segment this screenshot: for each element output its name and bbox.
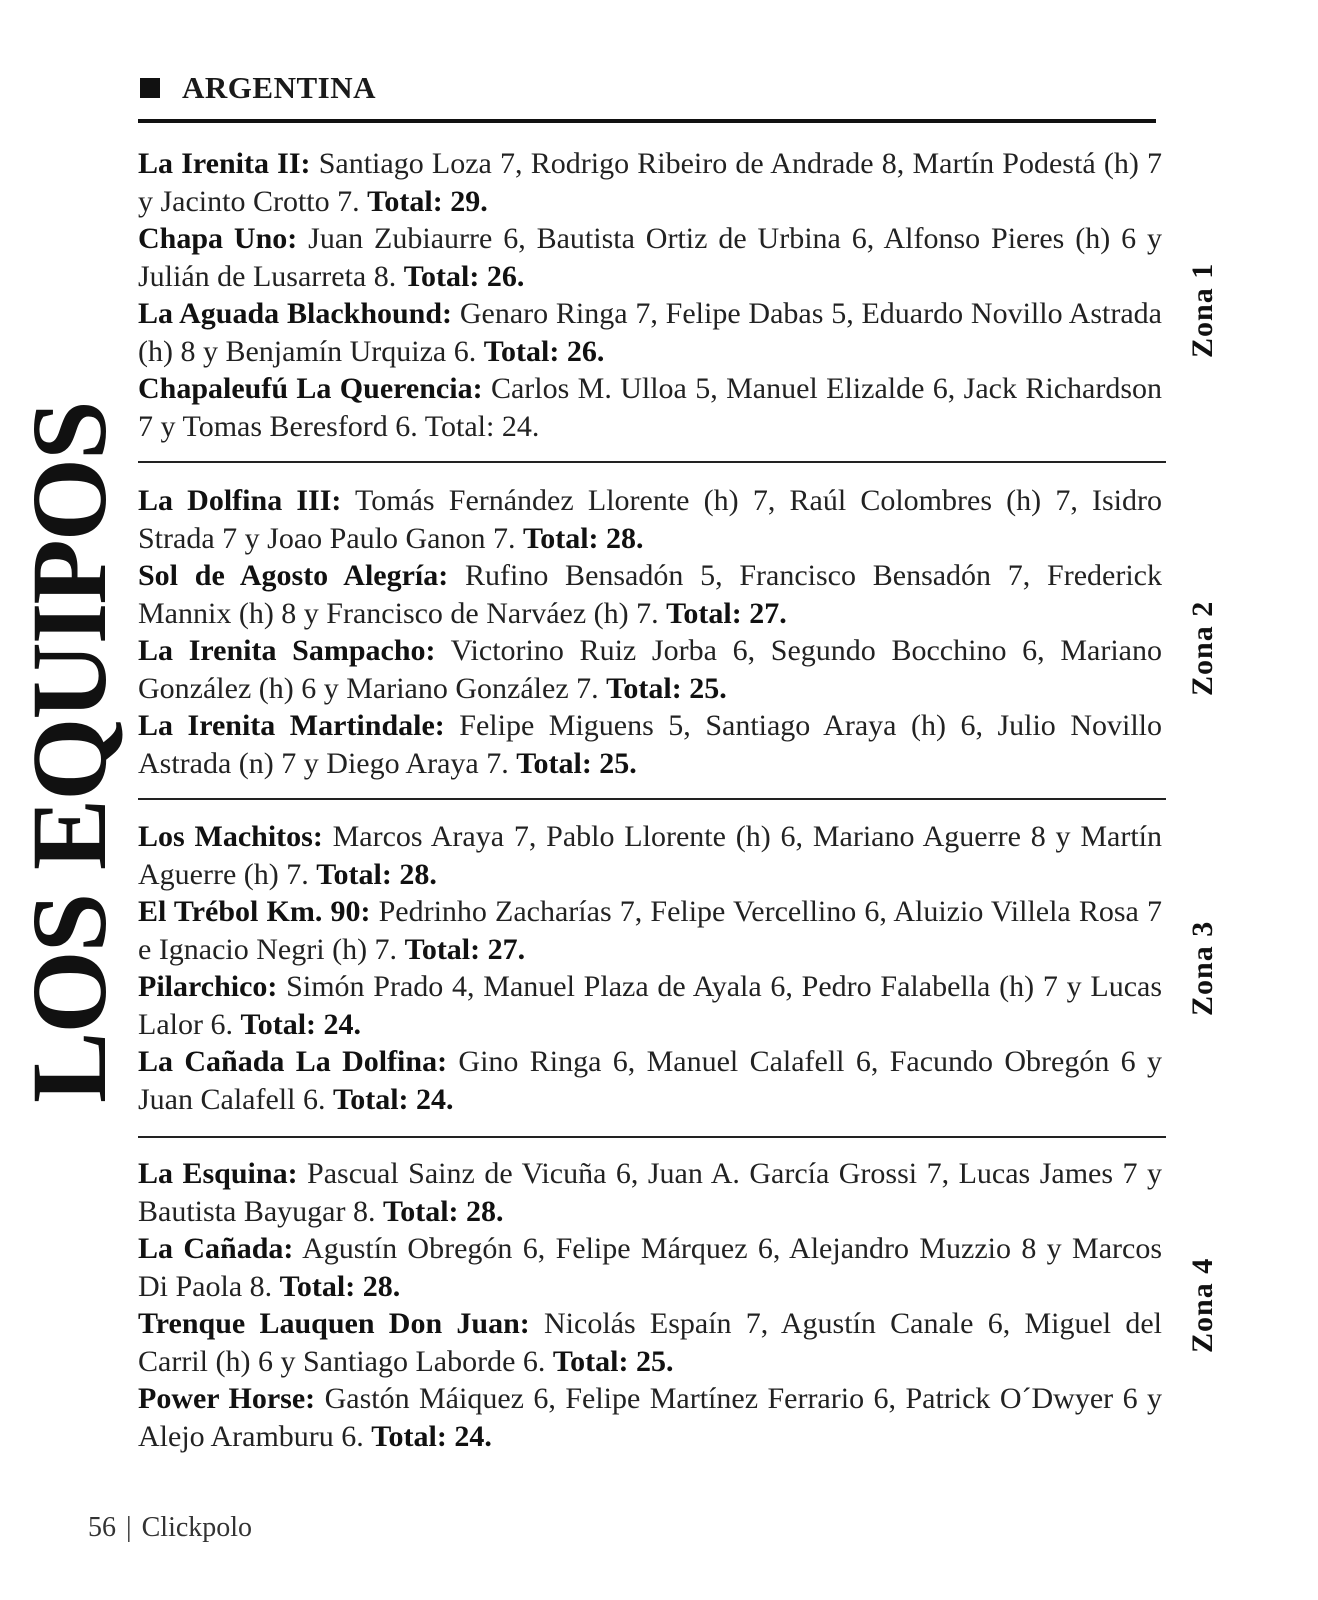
square-bullet-icon [140, 78, 160, 98]
team-players: Nicolás Espaín 7, Agustín Canale 6, Miguel del Carril (h) 6 y Santiago Laborde 6. [138, 1307, 1163, 1378]
team-players: Gastón Máiquez 6, Felipe Martínez Ferrario 6, Patrick O´Dwyer 6 y Alejo Aramburu 6. [138, 1382, 1162, 1453]
team-name: La Aguada Blackhound: [138, 297, 453, 330]
team-name: Sol de Agosto Alegría: [138, 559, 449, 592]
team-players: Santiago Loza 7, Rodrigo Ribeiro de Andrade 8, Martín Podestá (h) 7 y Jacinto Crotto 7. [138, 147, 1162, 218]
zone-divider [138, 1136, 1166, 1138]
team-entry [138, 482, 1162, 557]
team-name: Chapa Uno: [138, 222, 298, 255]
zone-block-2 [138, 482, 1162, 782]
zone-divider [138, 798, 1166, 800]
header-divider [138, 119, 1156, 123]
section-title: ARGENTINA [182, 70, 376, 105]
team-entry [138, 893, 1162, 968]
team-name: La Cañada La Dolfina: [138, 1045, 448, 1078]
team-total: Total: 27. [404, 932, 526, 966]
team-name: El Trébol Km. 90: [138, 895, 371, 928]
team-entry [138, 1305, 1162, 1380]
team-entry [138, 557, 1162, 632]
team-name: La Irenita Martindale: [138, 709, 445, 742]
team-total: Total: 27. [666, 596, 787, 630]
team-players: Gino Ringa 6, Manuel Calafell 6, Facundo Obregón 6 y Juan Calafell 6. [138, 1045, 1162, 1116]
team-total: Total: 29. [367, 184, 488, 218]
team-name: La Esquina: [138, 1157, 298, 1190]
zone-block-1 [138, 145, 1162, 445]
team-players: Victorino Ruiz Jorba 6, Segundo Bocchino 6, Mariano González (h) 6 y Mariano González 7. [138, 634, 1162, 705]
footer-separator: | [126, 1512, 132, 1543]
team-total: Total: 24. [332, 1082, 454, 1116]
team-entry [138, 220, 1162, 295]
team-entry [138, 968, 1162, 1043]
team-entry [138, 145, 1162, 220]
team-entry [138, 818, 1162, 893]
team-players: Marcos Araya 7, Pablo Llorente (h) 6, Mariano Aguerre 8 y Martín Aguerre (h) 7. [138, 820, 1162, 891]
zone-divider [138, 461, 1166, 463]
team-entry [138, 1380, 1162, 1455]
team-name: La Dolfina III: [138, 484, 342, 517]
team-name: La Cañada: [138, 1232, 294, 1265]
team-entry [138, 295, 1162, 370]
page-number: 56 [88, 1512, 116, 1543]
team-total: Total: 24. [240, 1007, 362, 1041]
team-total: Total: 28. [316, 857, 437, 891]
team-players: Pascual Sainz de Vicuña 6, Juan A. García Grossi 7, Lucas James 7 y Bautista Bayugar 8. [138, 1157, 1162, 1228]
team-total: Total: 25. [552, 1344, 674, 1378]
zone-label-3: Zona 3 [1186, 920, 1219, 1016]
team-players: Agustín Obregón 6, Felipe Márquez 6, Alejandro Muzzio 8 y Marcos Di Paola 8. [138, 1232, 1162, 1303]
team-name: La Irenita II: [138, 147, 311, 180]
team-total: Total: 28. [382, 1194, 504, 1228]
team-name: Pilarchico: [138, 970, 278, 1003]
team-total: Total: 24. [424, 409, 540, 443]
team-players: Rufino Bensadón 5, Francisco Bensadón 7, Frederick Mannix (h) 8 y Francisco de Narváez (h) 7. [138, 559, 1162, 630]
zone-label-4: Zona 4 [1186, 1257, 1219, 1353]
zone-block-4 [138, 1155, 1162, 1455]
team-name: Los Machitos: [138, 820, 323, 853]
team-name: Trenque Lauquen Don Juan: [138, 1307, 530, 1340]
team-total: Total: 26. [403, 259, 525, 293]
zone-label-2: Zona 2 [1186, 600, 1219, 696]
team-entry [138, 370, 1162, 445]
team-players: Pedrinho Zacharías 7, Felipe Vercellino 6, Aluizio Villela Rosa 7 e Ignacio Negri (h) 7. [138, 895, 1162, 966]
zone-label-1: Zona 1 [1186, 262, 1219, 358]
team-players: Tomás Fernández Llorente (h) 7, Raúl Colombres (h) 7, Isidro Strada 7 y Joao Paulo Ganon 7. [138, 484, 1162, 555]
team-players: Carlos M. Ulloa 5, Manuel Elizalde 6, Jack Richardson 7 y Tomas Beresford 6. [138, 372, 1162, 443]
team-players: Felipe Miguens 5, Santiago Araya (h) 6, Julio Novillo Astrada (n) 7 y Diego Araya 7. [138, 709, 1162, 780]
team-players: Genaro Ringa 7, Felipe Dabas 5, Eduardo Novillo Astrada (h) 8 y Benjamín Urquiza 6. [138, 297, 1162, 368]
team-entry [138, 1155, 1162, 1230]
vertical-page-title: LOS EQUIPOS [11, 402, 129, 1103]
team-name: La Irenita Sampacho: [138, 634, 436, 667]
team-entry [138, 707, 1162, 782]
team-name: Chapaleufú La Querencia: [138, 372, 483, 405]
team-total: Total: 28. [522, 521, 644, 555]
team-total: Total: 24. [371, 1419, 492, 1453]
team-players: Simón Prado 4, Manuel Plaza de Ayala 6, Pedro Falabella (h) 7 y Lucas Lalor 6. [138, 970, 1162, 1041]
team-entry [138, 632, 1162, 707]
team-players: Juan Zubiaurre 6, Bautista Ortiz de Urbina 6, Alfonso Pieres (h) 6 y Julián de Lusarreta 8. [138, 222, 1162, 293]
section-header [140, 68, 376, 108]
team-total: Total: 25. [606, 671, 727, 705]
team-entry [138, 1043, 1162, 1118]
team-entry [138, 1230, 1162, 1305]
team-total: Total: 28. [279, 1269, 401, 1303]
team-name: Power Horse: [138, 1382, 316, 1415]
publication-name: Clickpolo [141, 1512, 253, 1543]
page-footer [88, 1512, 252, 1544]
team-total: Total: 26. [483, 334, 605, 368]
zone-block-3 [138, 818, 1162, 1118]
team-total: Total: 25. [516, 746, 637, 780]
